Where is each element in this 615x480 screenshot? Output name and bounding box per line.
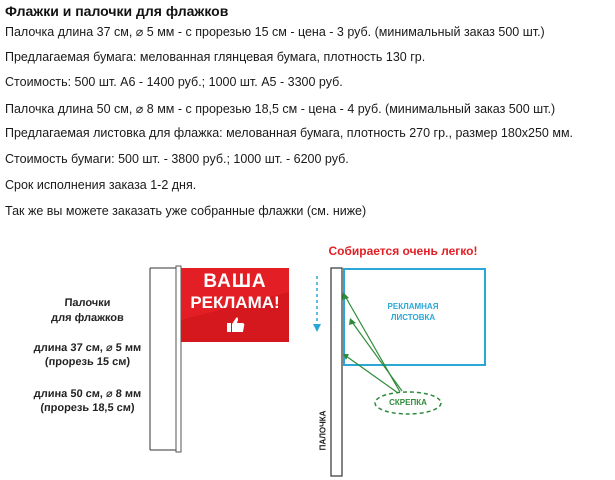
text-line-paper-price: Стоимость бумаги: 500 шт. - 3800 руб.; 1000 шт. - 6200 руб. [5, 152, 349, 166]
stick [331, 268, 342, 476]
down-arrow-head [313, 324, 321, 332]
clip-label: СКРЕПКА [389, 398, 427, 407]
flag-text-2: РЕКЛАМА! [190, 293, 280, 312]
caption-title-1: Палочки [64, 297, 111, 309]
arrow-to-upper [352, 322, 402, 391]
text-line-paper-130: Предлагаемая бумага: мелованная глянцевая бумага, плотность 130 гр. [5, 50, 426, 64]
text-line-stick-50: Палочка длина 50 см, ⌀ 8 мм - с прорезью 18,5 см - цена - 4 руб. (минимальный заказ 500 шт.) [5, 102, 556, 116]
text-line-leaflet-270: Предлагаемая листовка для флажка: мелованная бумага, плотность 270 гр., размер 180х250 мм. [5, 126, 574, 140]
caption-title-2: для флажков [50, 312, 125, 324]
page-title: Флажки и палочки для флажков [5, 3, 229, 19]
assembly-headline: Собирается очень легко! [328, 244, 478, 258]
text-line-stick-37: Палочка длина 37 см, ⌀ 5 мм - с прорезью 15 см - цена - 3 руб. (минимальный заказ 500 шт.) [5, 25, 545, 39]
text-line-price-a6-a5: Стоимость: 500 шт. А6 - 1400 руб.; 1000 шт. А5 - 3300 руб. [5, 75, 343, 89]
spec1-line1: длина 37 см, ⌀ 5 мм [33, 342, 142, 354]
spec1-line2: (прорезь 15 см) [44, 356, 131, 368]
stick-label: ПАЛОЧКА [318, 410, 328, 451]
arrow-head-top [342, 292, 349, 300]
text-line-assembled-flags: Так же вы можете заказать уже собранные флажки (см. ниже) [5, 204, 367, 218]
arrow-head-upper [349, 318, 356, 325]
flag-text-1: ВАША [203, 271, 267, 292]
leaflet-label-2: ЛИСТОВКА [390, 313, 436, 322]
spec2-line1: длина 50 см, ⌀ 8 мм [33, 388, 142, 400]
text-line-lead-time: Срок исполнения заказа 1-2 дня. [5, 178, 197, 192]
leaflet-label-1: РЕКЛАМНАЯ [387, 302, 439, 311]
spec2-line2: (прорезь 18,5 см) [40, 402, 135, 414]
